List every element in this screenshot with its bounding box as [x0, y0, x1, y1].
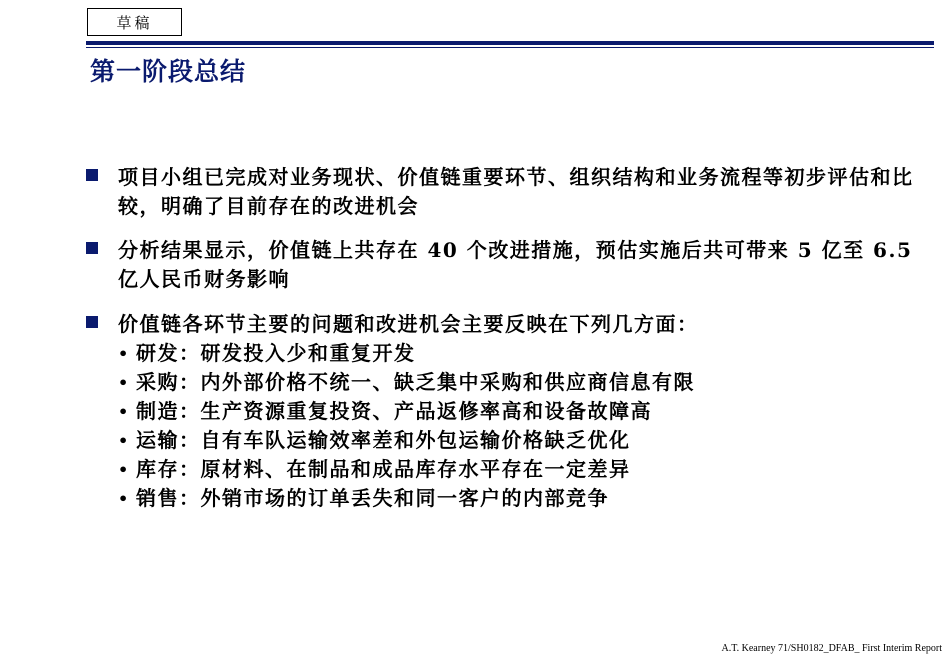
bullet-text: 价值链各环节主要的问题和改进机会主要反映在下列几方面：: [118, 312, 699, 336]
list-item: [118, 484, 933, 513]
list-item-text: 采购：内外部价格不统一、缺乏集中采购和供应商信息有限: [136, 370, 695, 394]
draft-stamp: [87, 8, 182, 36]
list-item: [118, 426, 933, 455]
header-rule-thin: [86, 47, 934, 48]
footer-text: A.T. Kearney 71/SH0182_DFAB_ First Interim Report: [721, 643, 942, 654]
bullet-text: 分析结果显示，价值链上共存在 40 个改进措施，预估实施后共可带来 5 亿至 6.5 亿人民币财务影响: [118, 238, 913, 291]
dot-bullet-icon: •: [118, 489, 130, 508]
bullet-text: 项目小组已完成对业务现状、价值链重要环节、组织结构和业务流程等初步评估和比较，明确了目前存在的改进机会: [118, 165, 914, 218]
list-item-text: 销售：外销市场的订单丢失和同一客户的内部竞争: [136, 486, 609, 510]
square-bullet-icon: [86, 242, 98, 254]
dot-bullet-icon: •: [118, 373, 130, 392]
list-item-text: 研发：研发投入少和重复开发: [136, 341, 416, 365]
dot-bullet-icon: •: [118, 431, 130, 450]
page-title: 第一阶段总结: [90, 57, 247, 86]
dot-bullet-icon: •: [118, 344, 130, 363]
sub-list: [118, 339, 933, 513]
square-bullet-icon: [86, 316, 98, 328]
square-bullet-icon: [86, 169, 98, 181]
dot-bullet-icon: •: [118, 402, 130, 421]
draft-label: 草稿: [116, 13, 153, 32]
list-item: [118, 368, 933, 397]
bullet-1: [86, 163, 933, 221]
dot-bullet-icon: •: [118, 460, 130, 479]
list-item: [118, 455, 933, 484]
bullet-3: [86, 310, 933, 513]
bullet-2: [86, 236, 933, 294]
list-item-text: 库存：原材料、在制品和成品库存水平存在一定差异: [136, 457, 631, 481]
list-item-text: 运输：自有车队运输效率差和外包运输价格缺乏优化: [136, 428, 631, 452]
list-item: [118, 397, 933, 426]
header-rule: [86, 41, 934, 45]
list-item-text: 制造：生产资源重复投资、产品返修率高和设备故障高: [136, 399, 652, 423]
list-item: [118, 339, 933, 368]
